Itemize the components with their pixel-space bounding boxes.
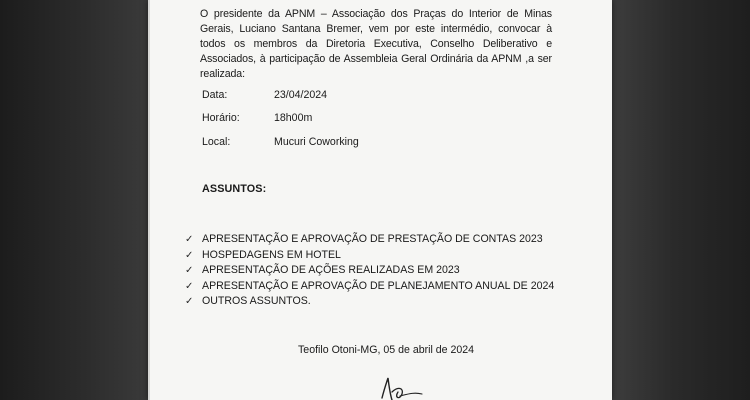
list-item <box>185 248 554 264</box>
subject-text: APRESENTAÇÃO E APROVAÇÃO DE PLANEJAMENTO ANUAL DE 2024 <box>202 279 555 292</box>
detail-label-date: Data: <box>202 89 228 101</box>
subject-text: OUTROS ASSUNTOS. <box>202 295 311 307</box>
list-item <box>185 294 554 310</box>
detail-label-location: Local: <box>202 136 231 148</box>
subjects-heading: ASSUNTOS: <box>202 183 267 195</box>
detail-row-date <box>202 89 502 105</box>
subject-text: APRESENTAÇÃO E APROVAÇÃO DE PRESTAÇÃO DE CONTAS 2023 <box>202 233 543 245</box>
checkmark-icon: ✓ <box>185 249 194 261</box>
detail-value-location: Mucuri Coworking <box>274 136 359 148</box>
intro-block <box>200 7 552 82</box>
list-item <box>185 263 554 279</box>
detail-value-date: 23/04/2024 <box>274 89 328 101</box>
subject-text: APRESENTAÇÃO DE AÇÕES REALIZADAS EM 2023 <box>202 264 460 276</box>
detail-value-time: 18h00m <box>274 112 313 124</box>
list-item <box>185 232 554 248</box>
detail-row-time <box>202 112 502 128</box>
page-edge <box>148 0 150 400</box>
detail-row-location <box>202 136 502 152</box>
checkmark-icon: ✓ <box>185 296 194 307</box>
list-item <box>185 279 554 295</box>
checkmark-icon: ✓ <box>185 280 194 292</box>
detail-label-time: Horário: <box>202 112 240 124</box>
intro-paragraph: O presidente da APNM – Associação dos Praças do Interior de Minas Gerais, Luciano Santana Bremer, vem por este intermédio, convocar à todos os membros da Diretoria Executiva, Conselho Deliberativo e Associados, à participação de Assembleia Geral Ordinária da APNM ,a ser realizada: <box>200 8 552 80</box>
subjects-list <box>185 232 554 310</box>
signature-icon <box>374 372 434 400</box>
document-page <box>148 0 612 400</box>
background-left <box>0 0 148 400</box>
subject-text: HOSPEDAGENS EM HOTEL <box>202 248 341 261</box>
place-and-date: Teofilo Otoni-MG, 05 de abril de 2024 <box>298 344 475 356</box>
background-right <box>612 0 750 400</box>
checkmark-icon: ✓ <box>185 265 194 276</box>
checkmark-icon: ✓ <box>185 234 194 245</box>
